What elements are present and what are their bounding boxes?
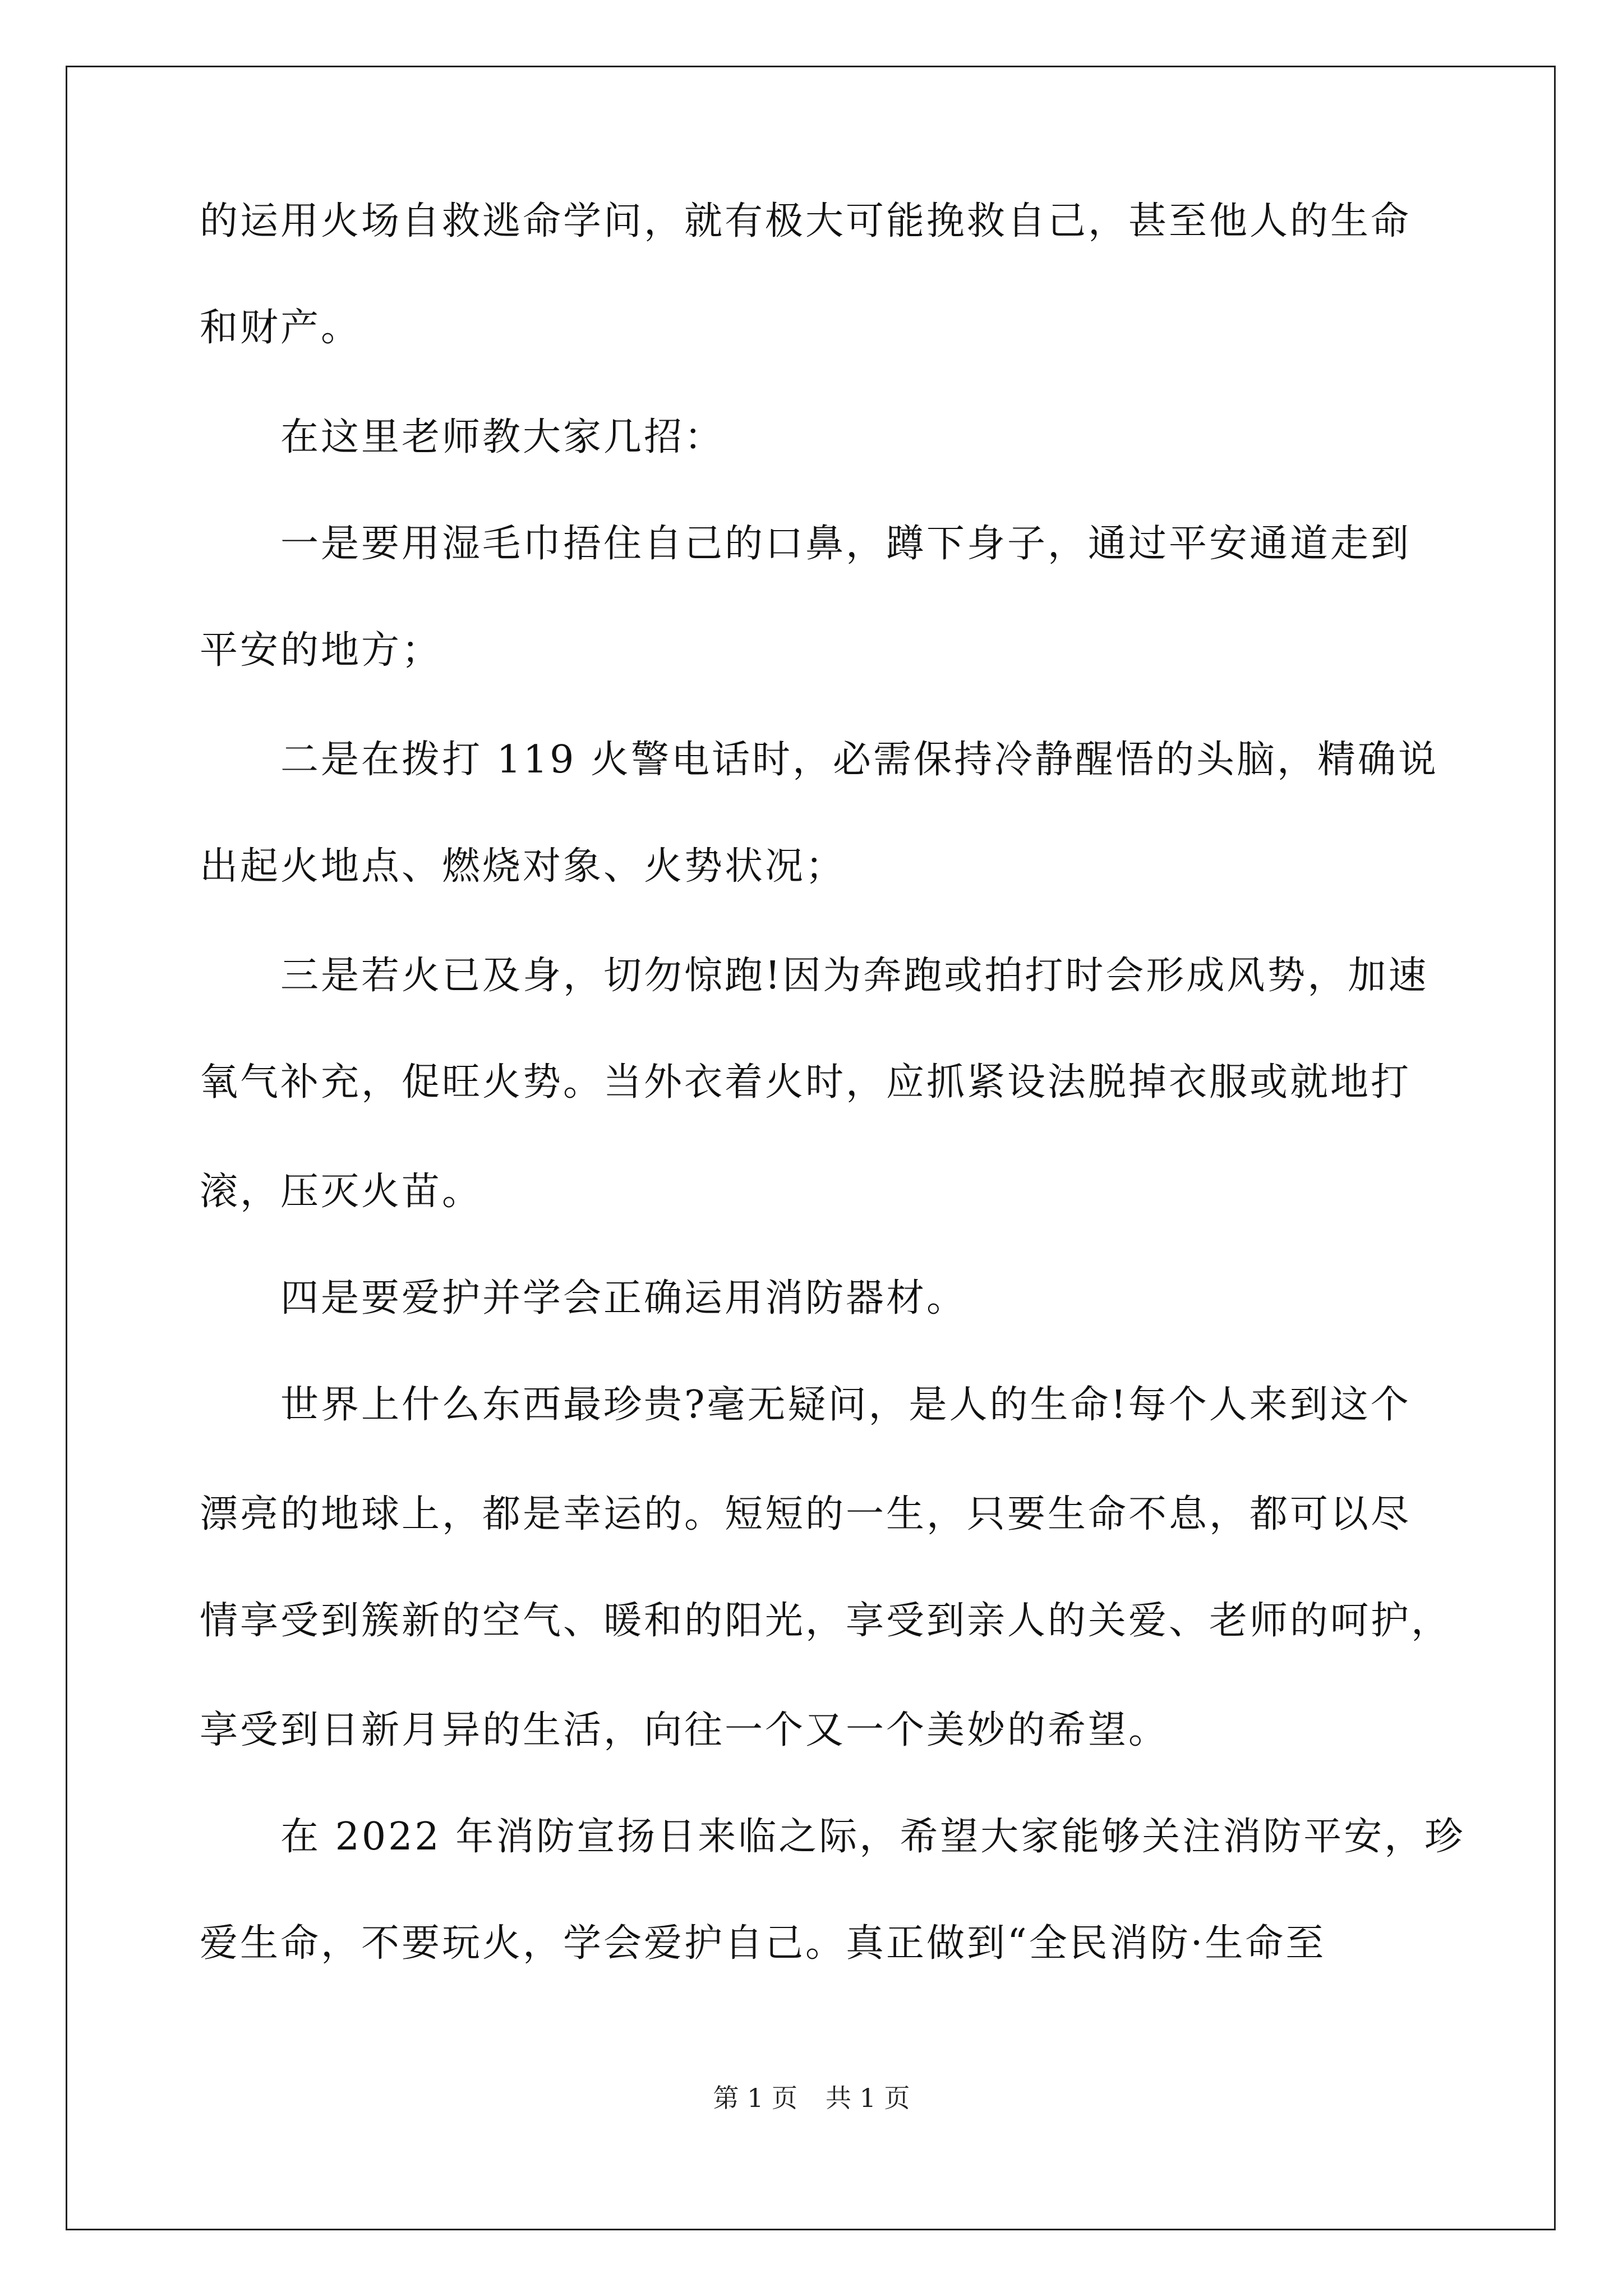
paragraph-start: 在这里老师教大家几招： [280, 415, 725, 459]
text-line: 滚，压灭火苗。 [200, 1170, 483, 1214]
paragraph-start: 在 2022 年消防宣扬日来临之际，希望大家能够关注消防平安，珍 [280, 1815, 1465, 1859]
text-line: 氧气补充，促旺火势。当外衣着火时，应抓紧设法脱掉衣服或就地打 [200, 1060, 1412, 1105]
text-line: 漂亮的地球上，都是幸运的。短短的一生，只要生命不息，都可以尽 [200, 1492, 1412, 1536]
text-line: 的运用火场自救逃命学问，就有极大可能挽救自己，甚至他人的生命 [200, 199, 1412, 243]
page-total: 共 1 页 [826, 2083, 910, 2113]
page-number: 第 1 页 [713, 2083, 797, 2113]
text-line: 享受到日新月异的生活，向往一个又一个美妙的希望。 [200, 1708, 1169, 1752]
paragraph-start: 世界上什么东西最珍贵?毫无疑问，是人的生命!每个人来到这个 [280, 1383, 1411, 1427]
text-line: 爱生命，不要玩火，学会爱护自己。真正做到“全民消防·生命至 [200, 1921, 1326, 1966]
text-line: 情享受到簇新的空气、暖和的阳光，享受到亲人的关爱、老师的呵护， [200, 1599, 1452, 1643]
paragraph-start: 一是要用湿毛巾捂住自己的口鼻，蹲下身子，通过平安通道走到 [280, 522, 1412, 566]
text-line: 出起火地点、燃烧对象、火势状况； [200, 844, 846, 889]
page-border [66, 66, 1556, 2230]
paragraph-start: 三是若火已及身，切勿惊跑!因为奔跑或拍打时会形成风势，加速 [280, 954, 1429, 998]
text-line: 和财产。 [200, 306, 362, 350]
paragraph-start: 四是要爱护并学会正确运用消防器材。 [280, 1276, 967, 1320]
paragraph-start: 二是在拨打 119 火警电话时，必需保持冷静醒悟的头脑，精确说 [280, 738, 1439, 782]
page-footer [0, 2081, 1623, 2115]
text-line: 平安的地方； [200, 628, 442, 673]
